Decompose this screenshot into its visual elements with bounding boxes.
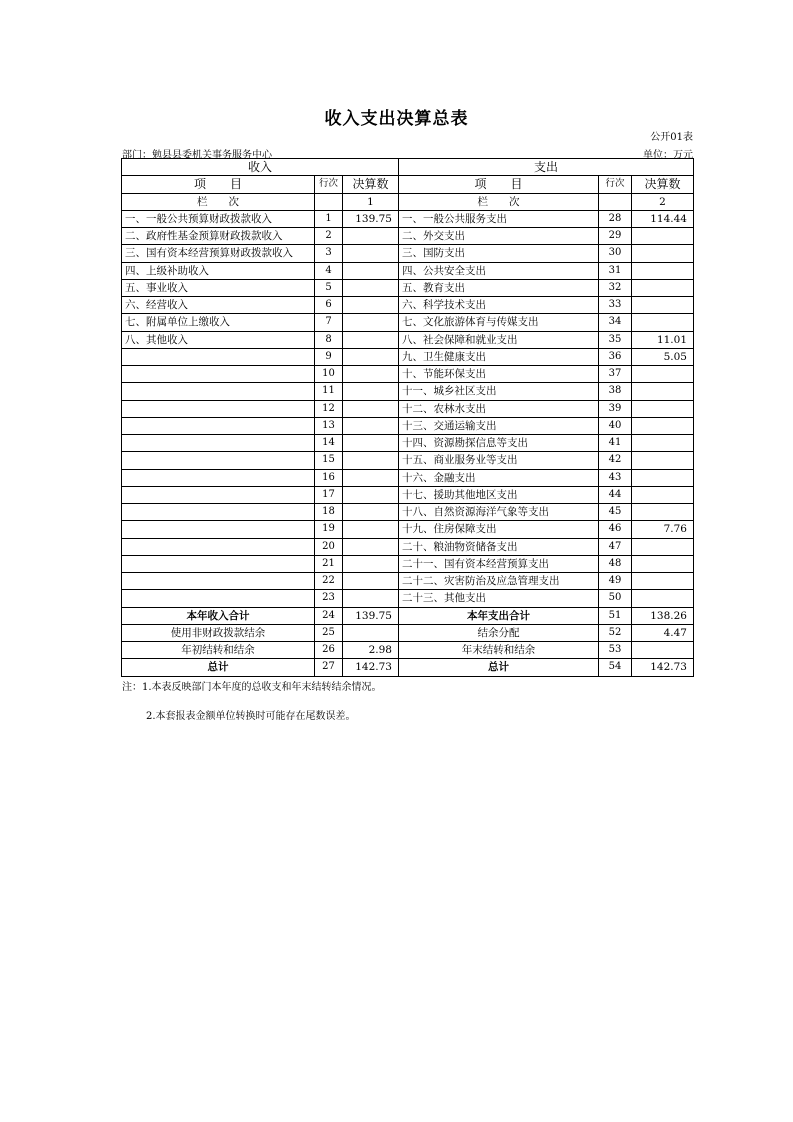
income-column-label: 栏 次 [122,193,315,210]
expense-item-name: 二、外交支出 [399,228,599,245]
expense-item-name: 十二、农林水支出 [399,400,599,417]
table-row [122,262,694,279]
income-row-number: 3 [315,245,343,262]
income-amount: 2.98 [343,642,399,659]
table-row [122,383,694,400]
expense-item-name: 十六、金融支出 [399,469,599,486]
income-row-number: 1 [315,210,343,227]
income-amount [343,555,399,572]
table-row [122,228,694,245]
table-row [122,435,694,452]
expense-amount [632,504,694,521]
expense-amount [632,435,694,452]
income-row-number: 21 [315,555,343,572]
expense-amount [632,573,694,590]
expense-item-name: 总计 [399,659,599,676]
income-amount [343,573,399,590]
form-code: 公开01表 [650,132,693,143]
expense-row-number: 41 [599,435,632,452]
income-item-name: 使用非财政拨款结余 [122,624,315,641]
income-row-number: 23 [315,590,343,607]
table-row [122,331,694,348]
expense-amount: 11.01 [632,331,694,348]
income-row-number: 16 [315,469,343,486]
income-row-number: 11 [315,383,343,400]
income-amount [343,366,399,383]
expense-row-number: 42 [599,452,632,469]
income-row-number: 9 [315,348,343,365]
expense-item-name: 九、卫生健康支出 [399,348,599,365]
table-row [122,538,694,555]
income-row-number: 8 [315,331,343,348]
income-row-number: 15 [315,452,343,469]
expense-row-number: 31 [599,262,632,279]
income-row-number: 27 [315,659,343,676]
expense-row-number: 35 [599,331,632,348]
income-row-number: 17 [315,486,343,503]
expense-item-name: 六、科学技术支出 [399,297,599,314]
table-row [122,210,694,227]
expense-amount-header: 决算数 [632,176,694,193]
expense-item-name: 年末结转和结余 [399,642,599,659]
expense-row-number: 53 [599,642,632,659]
income-item-name [122,366,315,383]
income-rowno-header: 行次 [315,176,343,193]
table-row [122,245,694,262]
income-amount: 139.75 [343,210,399,227]
expense-section-header: 支出 [399,159,694,176]
income-amount-header: 决算数 [343,176,399,193]
expense-amount [632,314,694,331]
income-row-number: 24 [315,607,343,624]
income-row-number: 25 [315,624,343,641]
income-item-name: 二、政府性基金预算财政拨款收入 [122,228,315,245]
income-item-name [122,486,315,503]
expense-amount [632,452,694,469]
table-row [122,348,694,365]
income-amount [343,314,399,331]
expense-amount [632,383,694,400]
income-item-name: 本年收入合计 [122,607,315,624]
expense-item-name: 结余分配 [399,624,599,641]
income-amount [343,417,399,434]
expense-amount [632,555,694,572]
income-amount [343,435,399,452]
income-row-number: 10 [315,366,343,383]
expense-item-name: 三、国防支出 [399,245,599,262]
expense-amount: 142.73 [632,659,694,676]
expense-row-number: 44 [599,486,632,503]
table-row [122,590,694,607]
expense-amount: 114.44 [632,210,694,227]
unit-label: 单位：万元 [643,150,693,161]
income-amount [343,538,399,555]
expense-item-name: 二十二、灾害防治及应急管理支出 [399,573,599,590]
income-amount [343,245,399,262]
income-item-name: 七、附属单位上缴收入 [122,314,315,331]
income-amount: 139.75 [343,607,399,624]
income-item-name [122,521,315,538]
income-column-number: 1 [343,193,399,210]
table-row [122,555,694,572]
income-row-number: 13 [315,417,343,434]
department-label: 部门：勉县县委机关事务服务中心 [122,150,272,161]
expense-row-number: 49 [599,573,632,590]
expense-item-name: 十九、住房保障支出 [399,521,599,538]
expense-amount: 4.47 [632,624,694,641]
table-row [122,366,694,383]
income-section-header: 收入 [122,159,399,176]
income-item-name [122,452,315,469]
income-amount [343,452,399,469]
income-amount [343,504,399,521]
income-amount [343,228,399,245]
expense-row-number: 51 [599,607,632,624]
income-item-name [122,348,315,365]
expense-row-number: 46 [599,521,632,538]
expense-amount [632,228,694,245]
expense-item-name: 八、社会保障和就业支出 [399,331,599,348]
summary-row [122,624,694,641]
expense-amount [632,262,694,279]
table-row [122,400,694,417]
income-amount [343,521,399,538]
table-row [122,573,694,590]
expense-amount: 5.05 [632,348,694,365]
expense-item-name: 十四、资源勘探信息等支出 [399,435,599,452]
table-row [122,521,694,538]
expense-row-number: 47 [599,538,632,555]
expense-item-name: 四、公共安全支出 [399,262,599,279]
expense-rowno-header: 行次 [599,176,632,193]
expense-item-name: 一、一般公共服务支出 [399,210,599,227]
expense-item-name: 七、文化旅游体育与传媒支出 [399,314,599,331]
income-item-name: 总计 [122,659,315,676]
table-row [122,297,694,314]
expense-row-number: 36 [599,348,632,365]
expense-column-label: 栏 次 [399,193,599,210]
income-row-number: 12 [315,400,343,417]
income-item-name: 年初结转和结余 [122,642,315,659]
income-amount [343,590,399,607]
expense-amount [632,279,694,296]
income-item-name: 四、上级补助收入 [122,262,315,279]
expense-item-name: 十三、交通运输支出 [399,417,599,434]
expense-item-header: 项 目 [399,176,599,193]
table-row [122,417,694,434]
expense-row-number: 43 [599,469,632,486]
income-row-number: 14 [315,435,343,452]
expense-item-name: 二十、粮油物资储备支出 [399,538,599,555]
table-row [122,504,694,521]
income-amount [343,262,399,279]
income-item-name [122,590,315,607]
column-header-row [122,176,694,193]
expense-amount: 7.76 [632,521,694,538]
income-item-name: 三、国有资本经营预算财政拨款收入 [122,245,315,262]
income-item-name [122,435,315,452]
income-row-number: 2 [315,228,343,245]
income-amount [343,400,399,417]
income-item-header: 项 目 [122,176,315,193]
expense-row-number: 50 [599,590,632,607]
income-amount [343,469,399,486]
expense-row-number: 40 [599,417,632,434]
expense-row-number: 32 [599,279,632,296]
income-item-name [122,417,315,434]
expense-item-name: 十一、城乡社区支出 [399,383,599,400]
summary-row [122,659,694,676]
table-row [122,314,694,331]
income-row-number: 5 [315,279,343,296]
budget-summary-table [121,158,694,677]
income-row-number: 19 [315,521,343,538]
income-item-name [122,504,315,521]
income-item-name [122,555,315,572]
expense-item-name: 十八、自然资源海洋气象等支出 [399,504,599,521]
expense-amount [632,366,694,383]
income-column-blank [315,193,343,210]
expense-column-number: 2 [632,193,694,210]
expense-row-number: 39 [599,400,632,417]
income-amount [343,624,399,641]
income-item-name [122,383,315,400]
income-item-name [122,538,315,555]
income-item-name: 五、事业收入 [122,279,315,296]
summary-row [122,607,694,624]
income-row-number: 4 [315,262,343,279]
expense-item-name: 本年支出合计 [399,607,599,624]
income-row-number: 26 [315,642,343,659]
expense-amount [632,417,694,434]
expense-row-number: 29 [599,228,632,245]
income-amount [343,486,399,503]
table-row [122,486,694,503]
expense-row-number: 54 [599,659,632,676]
income-row-number: 22 [315,573,343,590]
income-row-number: 7 [315,314,343,331]
expense-row-number: 45 [599,504,632,521]
column-index-row [122,193,694,210]
income-amount: 142.73 [343,659,399,676]
expense-amount [632,297,694,314]
expense-amount: 138.26 [632,607,694,624]
income-item-name [122,469,315,486]
expense-item-name: 二十三、其他支出 [399,590,599,607]
income-amount [343,348,399,365]
expense-amount [632,642,694,659]
expense-item-name: 十五、商业服务业等支出 [399,452,599,469]
table-row [122,469,694,486]
expense-row-number: 28 [599,210,632,227]
income-row-number: 18 [315,504,343,521]
income-row-number: 20 [315,538,343,555]
expense-row-number: 30 [599,245,632,262]
expense-amount [632,486,694,503]
expense-amount [632,590,694,607]
expense-row-number: 33 [599,297,632,314]
income-row-number: 6 [315,297,343,314]
expense-row-number: 38 [599,383,632,400]
section-header-row [122,159,694,176]
expense-item-name: 十七、援助其他地区支出 [399,486,599,503]
income-item-name [122,400,315,417]
table-row [122,452,694,469]
expense-row-number: 48 [599,555,632,572]
income-amount [343,279,399,296]
expense-item-name: 二十一、国有资本经营预算支出 [399,555,599,572]
income-item-name: 八、其他收入 [122,331,315,348]
table-row [122,279,694,296]
note-1: 注：1.本表反映部门本年度的总收支和年末结转结余情况。 [122,682,382,693]
expense-row-number: 37 [599,366,632,383]
income-item-name: 一、一般公共预算财政拨款收入 [122,210,315,227]
note-2: 2.本套报表金额单位转换时可能存在尾数误差。 [146,711,356,722]
expense-row-number: 34 [599,314,632,331]
income-amount [343,297,399,314]
expense-amount [632,245,694,262]
page-title: 收入支出决算总表 [324,109,469,129]
income-amount [343,331,399,348]
income-item-name: 六、经营收入 [122,297,315,314]
expense-row-number: 52 [599,624,632,641]
summary-row [122,642,694,659]
expense-amount [632,538,694,555]
expense-item-name: 十、节能环保支出 [399,366,599,383]
expense-column-blank [599,193,632,210]
income-item-name [122,573,315,590]
expense-amount [632,400,694,417]
income-amount [343,383,399,400]
expense-amount [632,469,694,486]
expense-item-name: 五、教育支出 [399,279,599,296]
